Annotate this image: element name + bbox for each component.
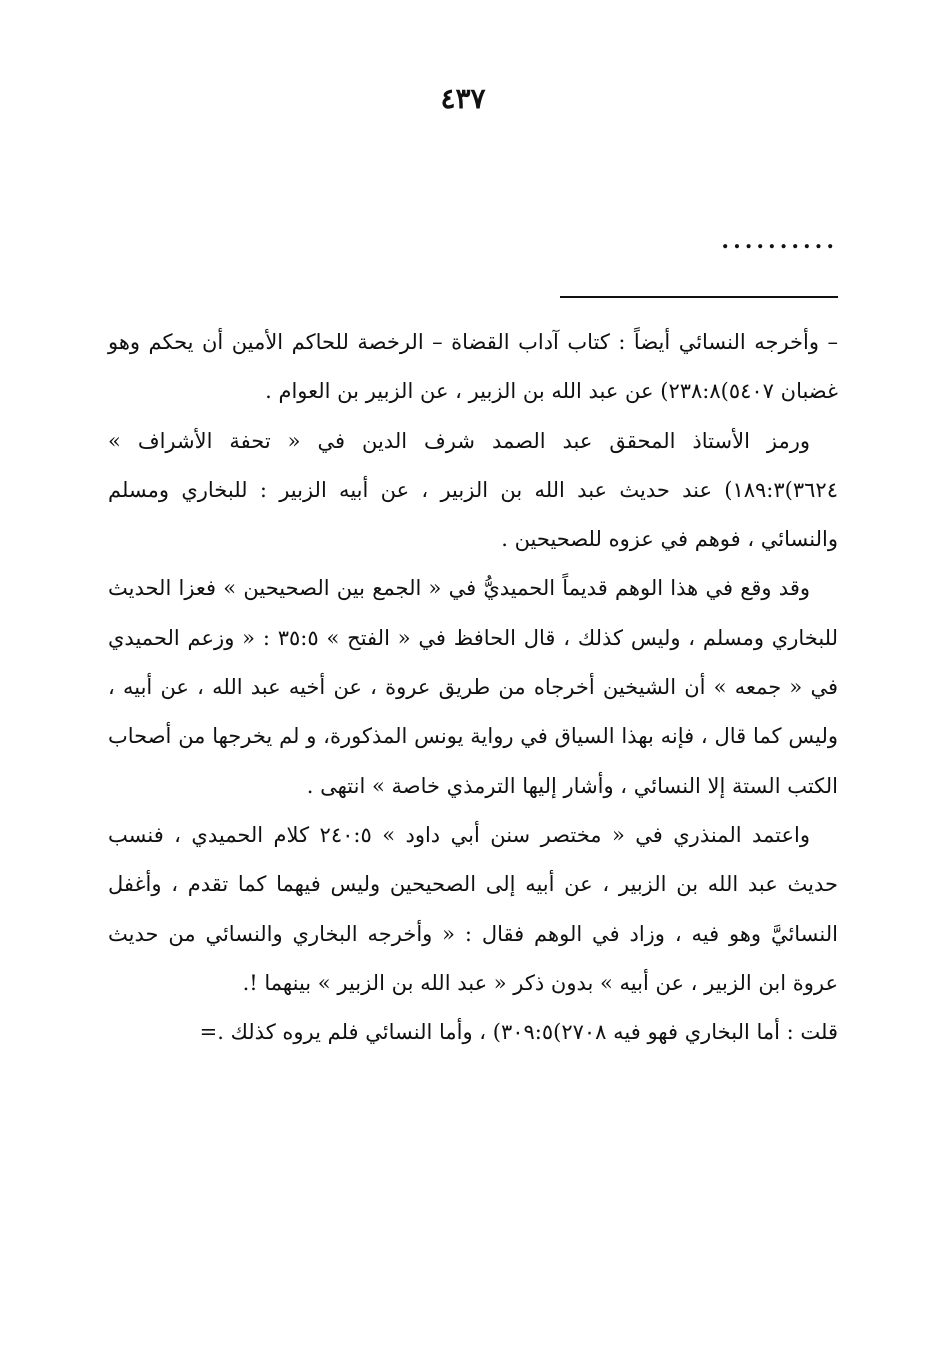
ellipsis-dots: ..........: [721, 228, 838, 254]
footnote-separator: [560, 296, 838, 298]
footnote-text: [108, 318, 838, 1057]
paragraph-4: واعتمد المنذري في « مختصر سنن أبي داود » ٢٤٠:٥ كلام الحميدي ، فنسب حديث عبد الله بن الزبير ، عن أبيه إلى الصحيحين وليس فيهما كما تقدم ، وأغفل النسائيَّ وهو فيه ، وزاد في الوهم فقال : « وأخرجه البخاري والنسائي من حديث عروة ابن الزبير ، عن أبيه » بدون ذكر « عبد الله بن الزبير » بينهما !.: [108, 822, 838, 995]
paragraph-5: قلت : أما البخاري فهو فيه ٢٧٠٨)٣٠٩:٥) ، وأما النسائي فلم يروه كذلك .=: [199, 1020, 838, 1045]
page-number: ٤٣٧: [440, 82, 486, 115]
paragraph-3: وقد وقع في هذا الوهم قديماً الحميديُّ في « الجمع بين الصحيحين » فعزا الحديث للبخاري ومسلم ، وليس كذلك ، قال الحافظ في « الفتح » ٣٥:٥ : « وزعم الحميدي في « جمعه » أن الشيخين أخرجاه من طريق عروة ، عن أخيه عبد الله ، عن أبيه ، وليس كما قال ، فإنه بهذا السياق في رواية يونس المذكورة، و لم يخرجها من أصحاب الكتب الستة إلا النسائي ، وأشار إليها الترمذي خاصة » انتهى .: [108, 576, 839, 798]
paragraph-2: ورمز الأستاذ المحقق عبد الصمد شرف الدين في « تحفة الأشراف » ٣٦٢٤)١٨٩:٣) عند حديث عبد الله بن الزبير ، عن أبيه الزبير : للبخاري ومسلم والنسائي ، فوهم في عزوه للصحيحين .: [108, 428, 838, 552]
paragraph-1: – وأخرجه النسائي أيضاً : كتاب آداب القضاة – الرخصة للحاكم الأمين أن يحكم وهو غضبان ٥٤٠٧)٢٣٨:٨) عن عبد الله بن الزبير ، عن الزبير بن العوام .: [108, 330, 838, 404]
